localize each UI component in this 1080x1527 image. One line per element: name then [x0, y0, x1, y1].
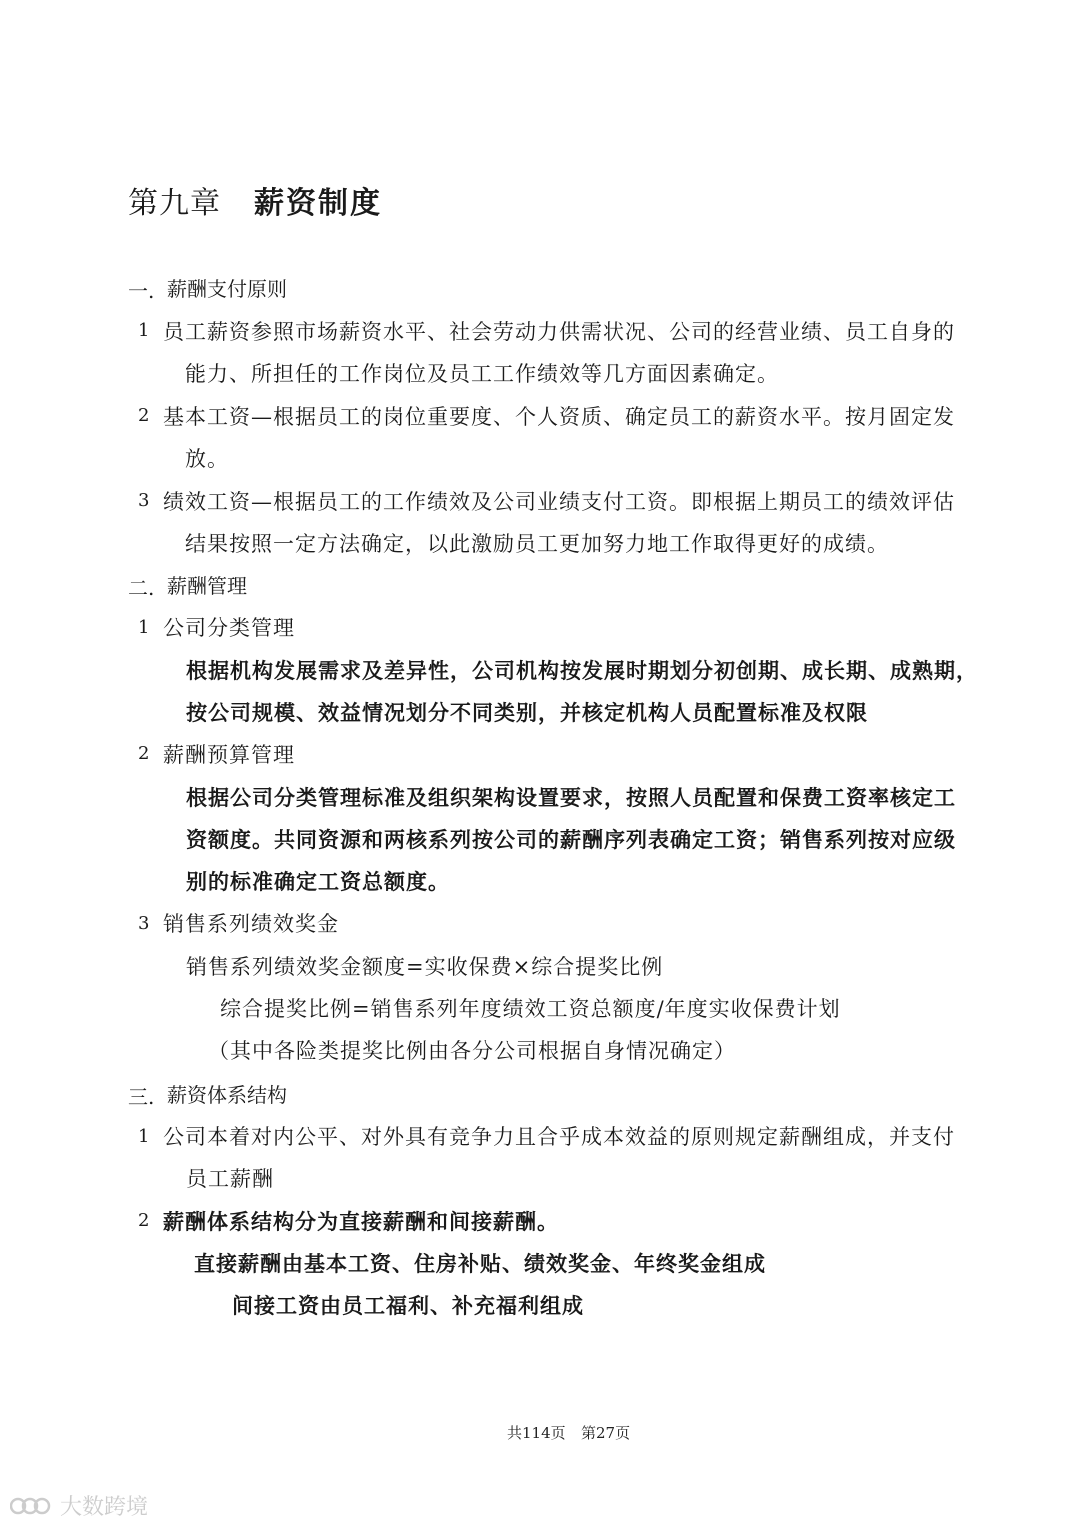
subsection-title: 薪酬预算管理	[163, 743, 295, 767]
section-1-label: 一.	[128, 279, 155, 303]
item-number: 3	[138, 913, 150, 934]
paragraph-line: 公司本着对内公平、对外具有竞争力且合乎成本效益的原则规定薪酬组成，并支付	[163, 1125, 955, 1149]
section-3-label: 三.	[128, 1085, 155, 1109]
page-number: 第27页	[581, 1424, 631, 1442]
subsection-title: 销售系列绩效奖金	[163, 912, 339, 936]
paragraph-line: 结果按照一定方法确定，以此激励员工更加努力地工作取得更好的成绩。	[185, 532, 889, 556]
paragraph-line: 间接工资由员工福利、补充福利组成	[232, 1293, 584, 1318]
watermark	[10, 1490, 148, 1521]
paragraph-line: 员工薪酬	[186, 1167, 274, 1191]
item-number: 3	[138, 490, 150, 511]
section-2-label: 二.	[128, 576, 155, 600]
paragraph-line: 根据机构发展需求及差异性，公司机构按发展时期划分初创期、成长期、成熟期，	[186, 658, 978, 683]
paragraph-line: 能力、所担任的工作岗位及员工工作绩效等几方面因素确定。	[185, 362, 779, 386]
page-total: 共114页	[507, 1424, 566, 1442]
subsection-title: 公司分类管理	[163, 616, 295, 640]
item-number: 1	[138, 320, 150, 341]
chapter-title: 薪资制度	[254, 186, 382, 221]
item-number: 2	[138, 405, 150, 426]
item-number: 1	[138, 617, 150, 638]
paragraph-line: 别的标准确定工资总额度。	[186, 869, 450, 894]
paragraph-line: 根据公司分类管理标准及组织架构设置要求，按照人员配置和保费工资率核定工	[186, 785, 956, 810]
paragraph-line: 放。	[185, 447, 229, 471]
paragraph-line: 资额度。共同资源和两核系列按公司的薪酬序列表确定工资；销售系列按对应级	[186, 827, 956, 852]
item-number: 1	[138, 1126, 150, 1147]
chapter-number: 第九章	[128, 186, 221, 221]
formula-line: 综合提奖比例=销售系列年度绩效工资总额度/年度实收保费计划	[220, 997, 841, 1021]
item-number: 2	[138, 1210, 150, 1231]
paragraph-line: 绩效工资—根据员工的工作绩效及公司业绩支付工资。即根据上期员工的绩效评估	[163, 490, 955, 514]
paragraph-line: 薪酬体系结构分为直接薪酬和间接薪酬。	[163, 1209, 559, 1234]
section-2-heading: 薪酬管理	[167, 574, 247, 598]
paragraph-line: 直接薪酬由基本工资、住房补贴、绩效奖金、年终奖金组成	[194, 1251, 766, 1276]
watermark-text: 大数跨境	[60, 1495, 149, 1520]
watermark-logo-icon	[10, 1493, 54, 1519]
formula-line: 销售系列绩效奖金额度=实收保费×综合提奖比例	[186, 955, 664, 979]
paragraph-line: 基本工资—根据员工的岗位重要度、个人资质、确定员工的薪资水平。按月固定发	[163, 405, 955, 429]
item-number: 2	[138, 743, 150, 764]
section-1-heading: 薪酬支付原则	[167, 277, 287, 301]
formula-note: （其中各险类提奖比例由各分公司根据自身情况确定）	[208, 1039, 736, 1063]
section-3-heading: 薪资体系结构	[167, 1083, 287, 1107]
paragraph-line: 按公司规模、效益情况划分不同类别，并核定机构人员配置标准及权限	[186, 700, 868, 725]
paragraph-line: 员工薪资参照市场薪资水平、社会劳动力供需状况、公司的经营业绩、员工自身的	[163, 320, 955, 344]
